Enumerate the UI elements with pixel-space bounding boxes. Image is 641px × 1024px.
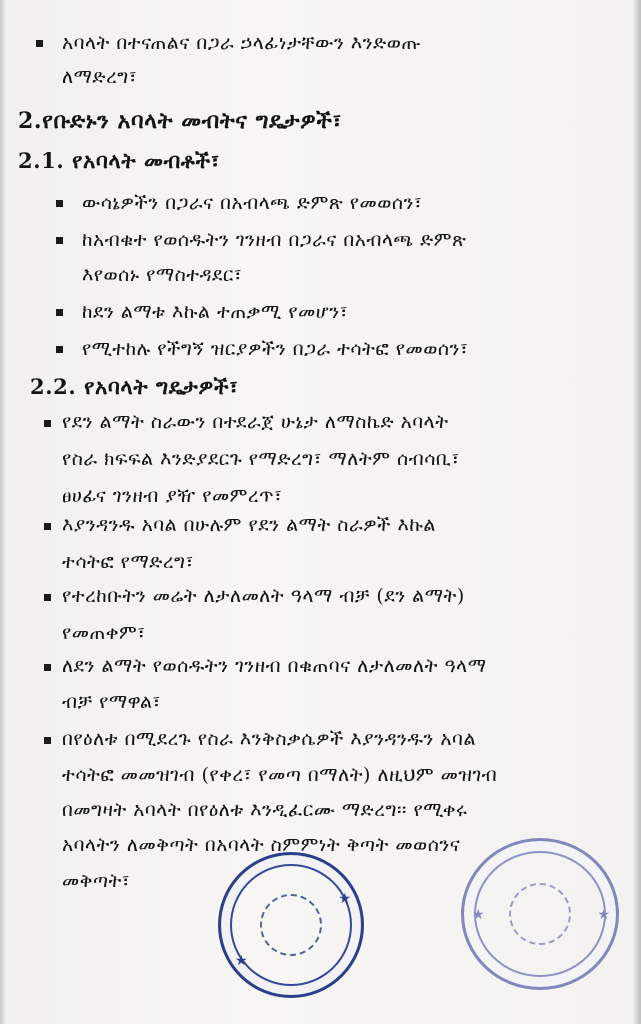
seal-emblem [509,883,571,945]
list-item-continuation: አባላትን ለመቅጣት በአባላት ስምምነት ቅጣት መወሰንና [62,834,461,856]
list-item: እያንዳንዱ አባል በሁሉም የደን ልማት ስራዎች እኩል [62,514,436,536]
list-item-continuation: ብቻ የማዋል፣ [62,691,161,713]
subsection-heading: 2.1. የአባላት መብቶች፣ [18,148,220,173]
star-icon: ★ [472,907,485,923]
bullet-marker [44,737,51,744]
bullet-marker [44,594,51,601]
text-line: ለማድረግ፣ [62,66,138,88]
list-item: የደን ልማት ስራውን በተደራጀ ሁኔታ ለማስኬድ አባላት [62,411,449,433]
bullet-marker [56,200,63,207]
seal-emblem [260,894,322,956]
list-item-continuation: እየወሰኑ የማስተዳደር፣ [82,264,243,286]
bullet-marker [44,420,51,427]
bullet-marker [56,346,63,353]
star-icon: ★ [597,907,610,923]
list-item: ውሳኔዎችን በጋራና በአብላጫ ድምጽ የመወሰን፣ [82,192,423,214]
list-item-continuation: ተሳትፎ መመዝገብ (የቀረ፣ የመጣ በማለት) ለዚህም መዝገብ [62,764,498,786]
list-item-continuation: የስራ ክፍፍል እንድያደርጉ የማድረግ፣ ማለትም ሰብሳቢ፣ [62,448,460,470]
star-icon: ★ [338,891,351,907]
list-item: የተረከቡትን መሬት ለታለመለት ዓላማ ብቻ (ደን ልማት) [62,585,465,607]
list-item-continuation: መቅጣት፣ [62,870,131,892]
bullet-marker [44,664,51,671]
list-item-continuation: ፀሀፊና ገንዘብ ያዥ የመምረጥ፣ [62,485,283,507]
page-edge-right [633,0,641,1024]
list-item: በየዕለቱ በሚደረጉ የስራ እንቅስቃሴዎች እያንዳንዱን አባል [62,728,476,750]
official-seal-left [218,852,364,998]
bullet-marker [44,523,51,530]
list-item: የሚተከሉ የችግኝ ዝርያዎችን በጋራ ተሳትፎ የመወሰን፣ [82,338,469,360]
list-item: ለደን ልማት የወሰዱትን ገንዘብ በቁጠባና ለታለመለት ዓላማ [62,655,487,677]
bullet-marker [56,237,63,244]
bullet-marker [36,40,43,47]
bullet-marker [56,309,63,316]
text-line: አባላት በተናጠልና በጋራ ኃላፊነታቸውን እንድወጡ [62,32,422,54]
list-item-continuation: የመጠቀም፣ [62,622,146,644]
list-item-continuation: በመግዛት አባላት በየዕለቱ እንዲፈርሙ ማድረግ፡፡ የሚቀሩ [62,799,468,821]
section-heading: 2.የቡድኑን አባላት መብትና ግዴታዎች፣ [18,108,342,134]
star-icon: ★ [235,953,248,969]
page-edge-left [0,0,6,1024]
list-item: ከደን ልማቱ እኩል ተጠቃሚ የመሆን፣ [82,301,348,323]
official-seal-right [461,838,619,990]
subsection-heading: 2.2. የአባላት ግዴታዎች፣ [30,374,239,399]
list-item: ከአብቁተ የወሰዱትን ገንዘብ በጋራና በአብላጫ ድምጽ [82,229,467,251]
list-item-continuation: ተሳትፎ የማድረግ፣ [62,551,194,573]
